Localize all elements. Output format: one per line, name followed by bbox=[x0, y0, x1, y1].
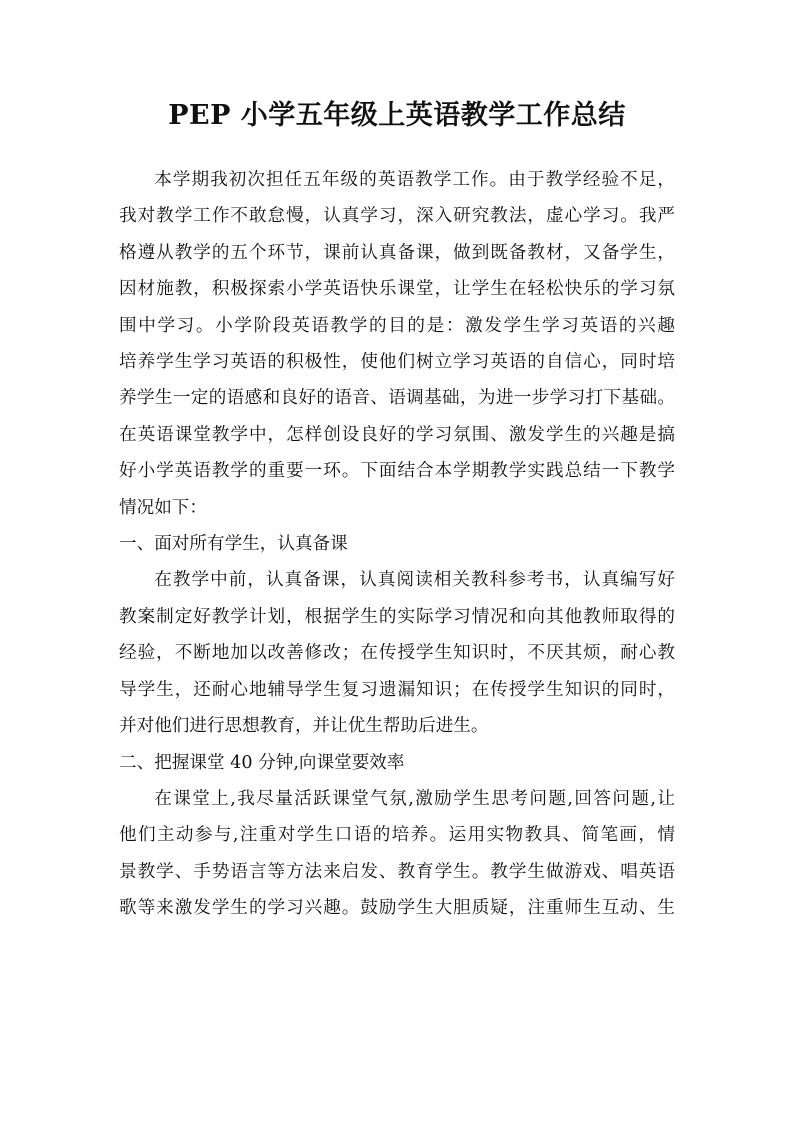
text-line: 他们主动参与,注重对学生口语的培养。运用实物教具、简笔画，情 bbox=[119, 825, 675, 846]
document-body bbox=[119, 162, 675, 927]
text-line: 培养学生学习英语的积极性，使他们树立学习英语的自信心，同时培 bbox=[119, 352, 675, 373]
section-heading-2 bbox=[119, 745, 675, 781]
section-heading-1 bbox=[119, 526, 675, 562]
text-line: 我对教学工作不敢怠慢，认真学习，深入研究教法，虚心学习。我严 bbox=[119, 206, 675, 227]
text-line: 养学生一定的语感和良好的语音、语调基础，为进一步学习打下基础。 bbox=[119, 388, 675, 409]
text-line: 在教学中前，认真备课，认真阅读相关教科参考书，认真编写好 bbox=[154, 570, 675, 591]
text-line: 好小学英语教学的重要一环。下面结合本学期教学实践总结一下教学 bbox=[119, 461, 675, 482]
document-title: PEP 小学五年级上英语教学工作总结 bbox=[168, 100, 626, 131]
text-line: 围中学习。小学阶段英语教学的目的是：激发学生学习英语的兴趣 bbox=[119, 315, 675, 336]
section-heading-text: 一、面对所有学生，认真备课 bbox=[119, 534, 348, 555]
paragraph-intro bbox=[119, 162, 675, 526]
text-line: 教案制定好教学计划，根据学生的实际学习情况和向其他教师取得的 bbox=[119, 606, 675, 627]
text-line: 景教学、手势语言等方法来启发、教育学生。教学生做游戏、唱英语 bbox=[119, 861, 675, 882]
text-line: 因材施教，积极探索小学英语快乐课堂，让学生在轻松快乐的学习氛 bbox=[119, 279, 675, 300]
text-line: 格遵从教学的五个环节，课前认真备课，做到既备教材，又备学生， bbox=[119, 242, 675, 263]
text-line: 并对他们进行思想教育，并让优生帮助后进生。 bbox=[119, 716, 489, 737]
text-line: 在课堂上,我尽量活跃课堂气氛,激励学生思考问题,回答问题,让 bbox=[154, 788, 675, 809]
text-line: 歌等来激发学生的学习兴趣。鼓励学生大胆质疑，注重师生互动、生 bbox=[119, 898, 675, 919]
text-line: 本学期我初次担任五年级的英语教学工作。由于教学经验不足， bbox=[154, 170, 675, 190]
text-line: 在英语课堂教学中，怎样创设良好的学习氛围、激发学生的兴趣是搞 bbox=[119, 424, 675, 445]
text-line: 导学生，还耐心地辅导学生复习遗漏知识；在传授学生知识的同时， bbox=[119, 679, 675, 700]
paragraph-section-2 bbox=[119, 781, 675, 927]
text-line: 情况如下： bbox=[119, 497, 207, 518]
section-heading-text: 二、把握课堂 40 分钟,向课堂要效率 bbox=[119, 752, 405, 773]
text-line: 经验，不断地加以改善修改；在传授学生知识时，不厌其烦，耐心教 bbox=[119, 643, 675, 664]
paragraph-section-1 bbox=[119, 562, 675, 744]
